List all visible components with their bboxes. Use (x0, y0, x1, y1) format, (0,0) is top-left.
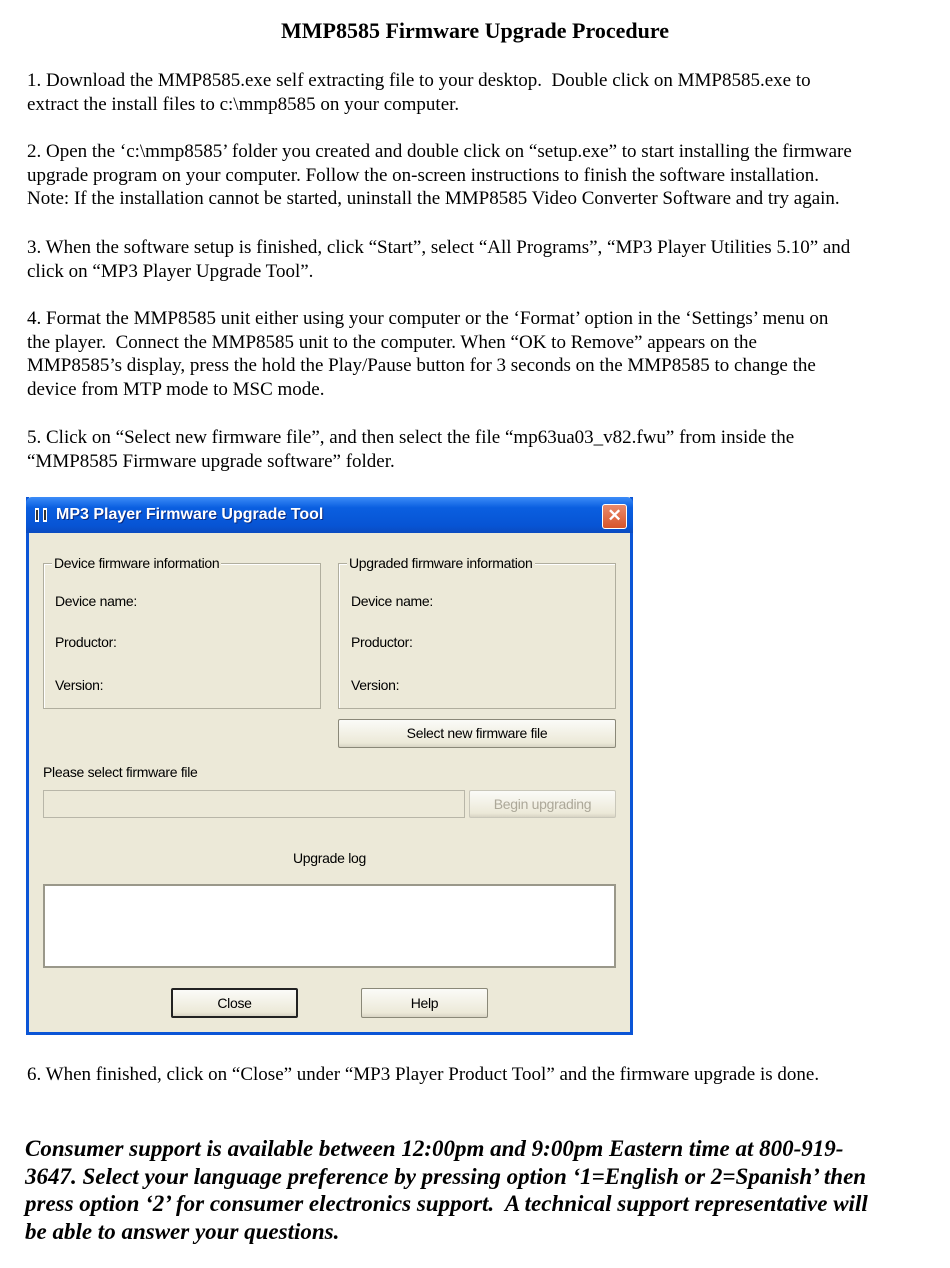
upgraded-firmware-group (338, 555, 616, 709)
line: device from MTP mode to MSC mode. (27, 379, 325, 401)
device-firmware-group (43, 555, 321, 709)
close-button[interactable]: Close (171, 988, 298, 1018)
line: Note: If the installation cannot be started, uninstall the MMP8585 Video Converter Software and try again. (27, 188, 840, 210)
group-legend: Device firmware information (54, 555, 220, 571)
line: 6. When finished, click on “Close” under “MP3 Player Product Tool” and the firmware upgrade is done. (27, 1064, 820, 1085)
productor-label: Productor: (351, 634, 413, 650)
line: the player. Connect the MMP8585 unit to the computer. When “OK to Remove” appears on the (27, 331, 757, 353)
step-5 (27, 426, 794, 473)
line: extract the install files to c:\mmp8585 on your computer. (27, 93, 460, 115)
firmware-upgrade-dialog (26, 497, 633, 1035)
step-6 (27, 1063, 819, 1087)
line: 1. Download the MMP8585.exe self extracting file to your desktop. Double click on MMP8585.exe to (27, 70, 811, 91)
select-firmware-button[interactable]: Select new firmware file (338, 719, 616, 748)
line: 2. Open the ‘c:\mmp8585’ folder you created and double click on “setup.exe” to start installing the firmware (27, 141, 852, 162)
version-label: Version: (55, 677, 104, 693)
page-title: MMP8585 Firmware Upgrade Procedure (281, 18, 669, 43)
line: 4. Format the MMP8585 unit either using your computer or the ‘Format’ option in the ‘Settings’ menu on (27, 308, 829, 329)
app-icon (33, 506, 50, 524)
line: press option ‘2’ for consumer electronics support. A technical support representative will (25, 1191, 868, 1217)
device-name-label: Device name: (55, 593, 137, 609)
group-legend: Upgraded firmware information (349, 555, 533, 571)
line: Consumer support is available between 12:00pm and 9:00pm Eastern time at 800-919- (25, 1136, 844, 1161)
line: 3. When the software setup is finished, click “Start”, select “All Programs”, “MP3 Player Utilities 5.10” and (27, 237, 851, 258)
upgrade-log-textarea[interactable] (43, 884, 616, 968)
device-name-label: Device name: (351, 593, 433, 609)
productor-label: Productor: (55, 634, 117, 650)
step-1 (27, 69, 811, 116)
begin-upgrading-button[interactable]: Begin upgrading (469, 790, 616, 818)
line: click on “MP3 Player Upgrade Tool”. (27, 260, 314, 282)
firmware-file-input[interactable] (43, 790, 465, 818)
line: 3647. Select your language preference by pressing option ‘1=English or 2=Spanish’ then (25, 1163, 867, 1189)
help-button[interactable]: Help (361, 988, 488, 1018)
line: be able to answer your questions. (25, 1218, 340, 1244)
step-2 (27, 140, 852, 211)
consumer-support-note (25, 1135, 868, 1245)
dialog-title: MP3 Player Firmware Upgrade Tool (56, 506, 324, 523)
line: “MMP8585 Firmware upgrade software” folder. (27, 450, 395, 472)
step-4 (27, 307, 828, 402)
step-3 (27, 236, 850, 283)
close-icon[interactable]: ✕ (602, 504, 627, 529)
line: MMP8585’s display, press the hold the Play/Pause button for 3 seconds on the MMP8585 to change the (27, 355, 816, 377)
line: upgrade program on your computer. Follow the on-screen instructions to finish the software installation. (27, 164, 820, 186)
file-label: Please select firmware file (43, 764, 198, 780)
upgrade-log-label: Upgrade log (293, 850, 366, 866)
title-bar[interactable] (26, 497, 633, 533)
version-label: Version: (351, 677, 400, 693)
line: 5. Click on “Select new firmware file”, and then select the file “mp63ua03_v82.fwu” from inside the (27, 427, 795, 448)
